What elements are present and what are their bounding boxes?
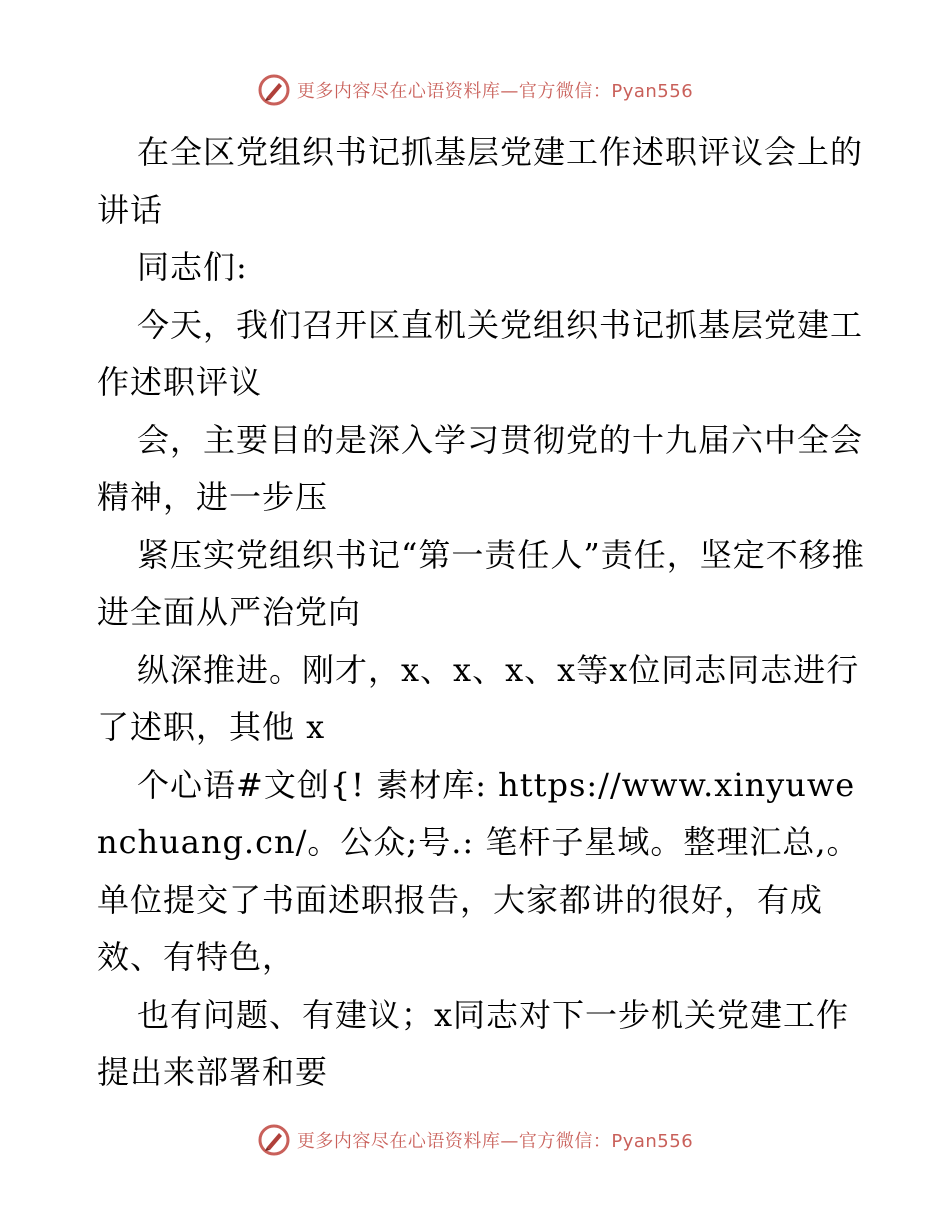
footer-watermark bbox=[0, 1120, 950, 1160]
header-watermark bbox=[0, 70, 950, 110]
paragraph: 会，主要目的是深入学习贯彻党的十九届六中全会精神，进一步压 bbox=[97, 420, 864, 516]
watermark-text: 更多内容尽在心语资料库—官方微信：Pyan556 bbox=[296, 81, 694, 102]
watermark-text: 更多内容尽在心语资料库—官方微信：Pyan556 bbox=[296, 1131, 694, 1152]
pen-seal-logo-icon bbox=[257, 1123, 291, 1157]
paragraph: 也有问题、有建议；x同志对下一步机关党建工作提出来部署和要 bbox=[97, 995, 850, 1091]
paragraph-salutation: 同志们: bbox=[137, 248, 248, 286]
paragraph: 纵深推进。刚才，x、x、x、x等x位同志同志进行了述职，其他 x bbox=[97, 650, 860, 746]
pen-seal-logo-icon bbox=[257, 73, 291, 107]
document-body bbox=[97, 124, 867, 1102]
paragraph: 个心语#文创{! 素材库: https://www.xinyuwenchuang.cn/。公众;号.: 笔杆子星域。整理汇总,。单位提交了书面述职报告，大家都讲的很好，有成效、有特色， bbox=[97, 765, 860, 976]
paragraph-title: 在全区党组织书记抓基层党建工作述职评议会上的讲话 bbox=[97, 133, 864, 229]
paragraph: 今天，我们召开区直机关党组织书记抓基层党建工作述职评议 bbox=[97, 305, 864, 401]
paragraph: 紧压实党组织书记“第一责任人”责任，坚定不移推进全面从严治党向 bbox=[97, 535, 865, 631]
